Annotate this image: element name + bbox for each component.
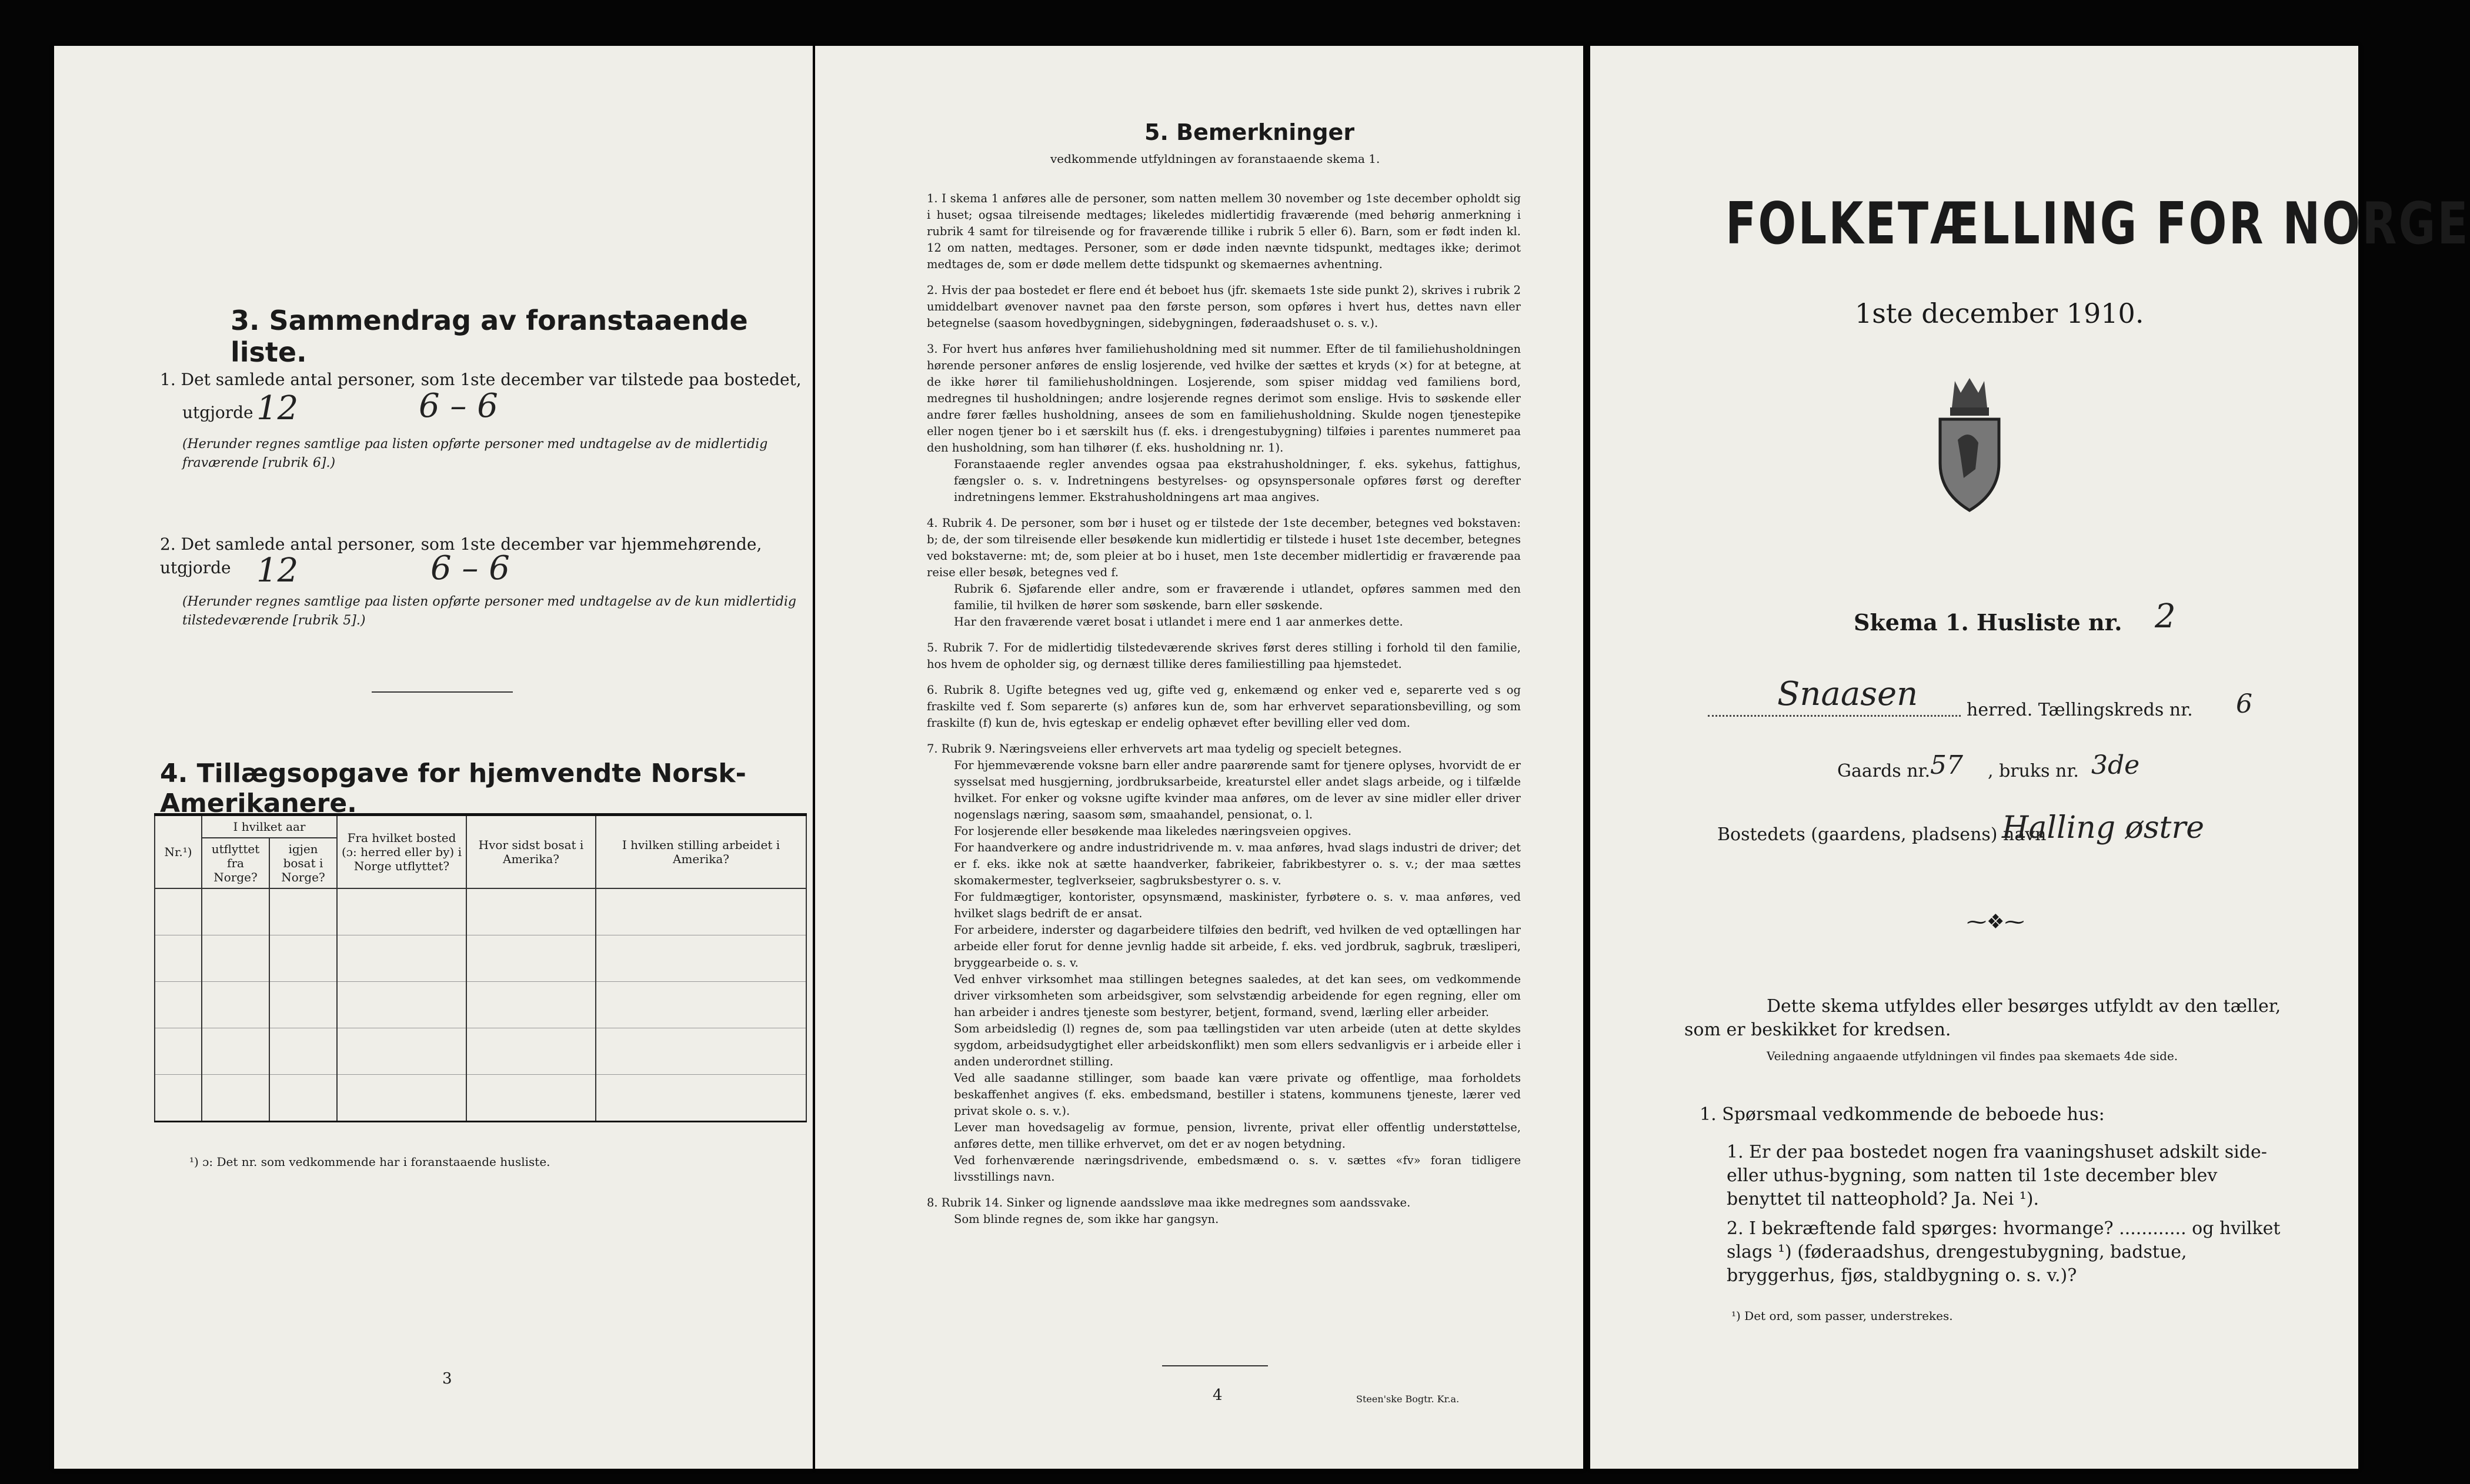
col-from-where: Fra hvilket bosted (ɔ: herred eller by) i Norge utflyttet? [337,815,466,889]
question-1: 1. Er der paa bostedet nogen fra vaaningshuset adskilt side- eller uthus-bygning, som natten til 1ste december blev benyttet til natteophold? Ja. Nei ¹). [1727,1142,2267,1209]
remark-7i: Ved alle saadanne stillinger, som baade kan være private og offentlige, maa forholdets beskaffenhet angives (f. eks. embedsmand, bestiller i statens, kommunens tjeneste, lærer ved privat skole o. s. v.). [954,1071,1521,1118]
remark-7j: Lever man hovedsagelig av formue, pension, livrente, privat eller offentlig understøttelse, anføres dette, men tillike erhvervet, om det er av nogen betydning. [954,1121,1521,1151]
remark-7k: Ved forhenværende næringsdrivende, embedsmænd o. s. v. sættes «fv» foran tidligere livsstillings navn. [954,1154,1521,1184]
intro-text: Dette skema utfyldes eller besørges utfyldt av den tæller, som er beskikket for kredsen. [1684,996,2281,1040]
cover-footnote: ¹) Det ord, som passer, understrekes. [1731,1309,1953,1323]
intro-note: Veiledning angaaende utfyldningen vil findes paa skemaets 4de side. [1767,1049,2178,1063]
remark-3b: Foranstaaende regler anvendes ogsaa paa ekstrahusholdninger, f. eks. sykehus, fattighus, fængsler o. s. v. Indretningens bestyrelses- og opsynspersonale opføres først og derefter indretningens lemmer. Ekstrahusholdningens art maa angives. [954,457,1521,504]
remarks-title: 5. Bemerkninger [1144,119,1355,145]
gaards-handwritten: 57 [1930,750,1963,780]
bruks-handwritten: 3de [2091,750,2140,780]
husliste-number: 2 [2155,597,2176,636]
remarks-text [927,190,1521,1228]
norsk-amerikanere-table [154,813,807,1122]
summary-item-2: 2. Det samlede antal personer, som 1ste december var hjemmehørende, utgjorde [160,534,762,577]
col-last-america: Hvor sidst bosat i Amerika? [466,815,596,889]
kreds-handwritten: 6 [2236,689,2252,719]
census-title: FOLKETÆLLING FOR NORGE [1725,190,2470,258]
remark-6: 6. Rubrik 8. Ugifte betegnes ved ug, gifte ved g, enkemænd og enker ved e, separerte ved s og fraskilte ved f. Som separerte (s) anføres kun de, som har erhvervet separationsbevilling, og som fraskilte (f) kun de, hvis egteskap er endelig ophævet efter bevilling eller ved dom. [927,683,1521,730]
summary-item-1: 1. Det samlede antal personer, som 1ste december var tilstede paa bostedet, [160,370,802,389]
page-4-remarks [815,46,1583,1469]
cover-page [1590,46,2470,1469]
bosted-handwritten: Halling østre [2002,810,2205,845]
col-nr: Nr.¹) [155,815,202,889]
page-number: 4 [1213,1386,1223,1404]
census-date: 1ste december 1910. [1855,298,2144,329]
ornament-icon: ⁓❖⁓ [1967,910,2025,934]
herred-label: herred. Tællingskreds nr. [1967,700,2193,720]
remark-8: 8. Rubrik 14. Sinker og lignende aandssløve maa ikke medregnes som aandssvake. [927,1196,1411,1209]
summary-item-1-lead: utgjorde [182,403,253,422]
remark-3: 3. For hvert hus anføres hver familiehusholdning med sit nummer. Efter de til familiehusholdningen hørende personer anføres de enslig losjerende, ved hvilke der sættes et kryds (×) for at betegne, at de ikke hører til familiehusholdningen. Losjerende, som spiser middag ved familiens bord, medregnes til husholdningen; andre losjerende regnes derimot som enslige. Hvis to søskende eller andre fører fælles husholdning, ansees de som en familiehusholdning. Skulde nogen tjenestepike eller nogen tjener bo i et særskilt hus (f. eks. i drengestubygning) tilføies i parentes nummeret paa den husholdning, som han tilhører (f. eks. husholdning nr. 1). [927,342,1521,454]
schema-label: Skema 1. Husliste nr. [1854,609,2122,636]
page-3-summary [54,46,813,1469]
remark-5: 5. Rubrik 7. For de midlertidig tilstedeværende skrives først deres stilling i forhold til den familie, hos hvem de opholder sig, og dernæst tillike deres familiestilling paa hjemstedet. [927,641,1521,671]
col-group-year: I hvilket aar [202,815,337,838]
herred-handwritten: Snaasen [1777,675,1918,713]
table-footnote: ¹) ɔ: Det nr. som vedkommende har i foranstaaende husliste. [189,1155,550,1169]
section-3-title: 3. Sammendrag av foranstaaende liste. [231,305,748,368]
item-1-handwritten-split: 6 – 6 [419,387,498,425]
bruks-label: , bruks nr. [1988,761,2079,781]
divider [1162,1365,1268,1366]
remark-7g: Ved enhver virksomhet maa stillingen betegnes saaledes, at det kan sees, om vedkommende driver virksomheten som arbeidsgiver, som selvstændig arbeidende for egen regning, eller om han arbeider i andres tjeneste som bestyrer, betjent, formand, svend, lærling eller arbeider. [954,972,1521,1019]
table-row [155,1028,806,1075]
divider [372,691,513,693]
remark-7d: For haandverkere og andre industridrivende m. v. maa anføres, hvad slags industri de driver; det er f. eks. ikke nok at sætte haandverker, fabrikeier, fabrikbestyrer o. s. v.; der maa sættes skomakermester, teglverkseier, sagbruksbestyrer o. s. v. [954,841,1521,887]
table-row [155,935,806,982]
summary-item-1-note: (Herunder regnes samtlige paa listen opførte personer med undtagelse av de midlertidig fraværende [rubrik 6].) [182,437,768,470]
remark-7: 7. Rubrik 9. Næringsveiens eller erhvervets art maa tydelig og specielt betegnes. [927,742,1402,756]
remark-2: 2. Hvis der paa bostedet er flere end ét beboet hus (jfr. skemaets 1ste side punkt 2), skrives i rubrik 2 umiddelbart øvenover navnet paa den første person, som opføres i hvert hus, dettes navn eller betegnelse (saasom hovedbygningen, sidebygningen, føderaadshuset o. s. v.). [927,283,1521,330]
gaards-label: Gaards nr. [1837,761,1931,781]
remark-7b: For hjemmeværende voksne barn eller andre paarørende samt for tjenere oplyses, hvorvidt de er sysselsat med husgjerning, jordbruksarbeide, kreaturstel eller andet slags arbeide, og i tilfælde hvilket. For enker og voksne ugifte kvinder maa anføres, om de lever av sine midler eller driver nogenslags næring, saasom søm, smaahandel, pensionat, o. l. [954,758,1521,821]
page-number: 3 [442,1370,452,1388]
printer-mark: Steen'ske Bogtr. Kr.a. [1356,1393,1460,1405]
remarks-subtitle: vedkommende utfyldningen av foranstaaende skema 1. [1050,152,1380,166]
summary-item-2-note: (Herunder regnes samtlige paa listen opførte personer med undtagelse av de kun midlertidig tilstedeværende [rubrik 5].) [182,594,796,628]
section-4-title: 4. Tillægsopgave for hjemvendte Norsk-Amerikanere. [160,758,746,818]
remark-4b: Rubrik 6. Sjøfarende eller andre, som er fraværende i utlandet, opføres sammen med den familie, til hvilken de hører som søskende, barn eller søskende. [954,582,1521,612]
col-emigrated: utflyttet fra Norge? [202,838,269,888]
coat-of-arms-icon [1931,375,2008,516]
col-returned: igjen bosat i Norge? [269,838,337,888]
bosted-label: Bostedets (gaardens, pladsens) navn [1717,824,2047,845]
col-occupation: I hvilken stilling arbeidet i Amerika? [596,815,806,889]
remark-7c: For losjerende eller besøkende maa likeledes næringsveien opgives. [954,824,1351,838]
remark-4c: Har den fraværende været bosat i utlandet i mere end 1 aar anmerkes dette. [954,615,1403,629]
item-1-handwritten-total: 12 [256,389,299,427]
remark-8b: Som blinde regnes de, som ikke har gangsyn. [954,1212,1219,1226]
questions-heading: 1. Spørsmaal vedkommende de beboede hus: [1700,1104,2105,1125]
remark-7f: For arbeidere, inderster og dagarbeidere tilføies den bedrift, ved hvilken de ved optællingen har arbeide eller forut for denne jevnlig hadde sit arbeide, f. eks. ved jordbruk, sagbruk, træsliperi, bryggearbeide o. s. v. [954,923,1521,970]
remark-7h: Som arbeidsledig (l) regnes de, som paa tællingstiden var uten arbeide (uten at dette skyldes sygdom, arbeidsudygtighet eller arbeidskonflikt) men som ellers sedvanligvis er i arbeide eller i anden underordnet stilling. [954,1022,1521,1068]
table-row [155,1075,806,1122]
remark-4: 4. Rubrik 4. De personer, som bør i huset og er tilstede der 1ste december, betegnes ved bokstaven: b; de, der som tilreisende eller besøkende kun midlertidig er tilstede i huset 1ste december, betegnes ved bokstaverne: mt; de, som pleier at bo i huset, men 1ste december midlertidig er fraværende paa reise eller besøk, betegnes ved f. [927,516,1521,579]
remark-1: 1. I skema 1 anføres alle de personer, som natten mellem 30 november og 1ste december opholdt sig i huset; ogsaa tilreisende medtages; likeledes midlertidig fraværende (med behørig anmerkning i rubrik 4 samt for tilreisende og for fraværende tillike i rubrik 5 eller 6). Barn, som er født inden kl. 12 om natten, medtages. Personer, som er døde inden nævnte tidspunkt, medtages ikke; derimot medtages de, som er døde mellem dette tidspunkt og skemaernes avhentning. [927,192,1521,271]
question-2: 2. I bekræftende fald spørges: hvormange? ............ og hvilket slags ¹) (føderaadshus, drengestubygning, badstue, bryggerhus, fjøs, staldbygning o. s. v.)? [1727,1218,2281,1286]
table-row [155,888,806,935]
remark-7e: For fuldmægtiger, kontorister, opsynsmænd, maskinister, fyrbøtere o. s. v. maa anføres, ved hvilket slags bedrift de er ansat. [954,890,1521,920]
table-row [155,982,806,1028]
item-2-handwritten-total: 12 [256,552,299,590]
item-2-handwritten-split: 6 – 6 [430,549,510,587]
